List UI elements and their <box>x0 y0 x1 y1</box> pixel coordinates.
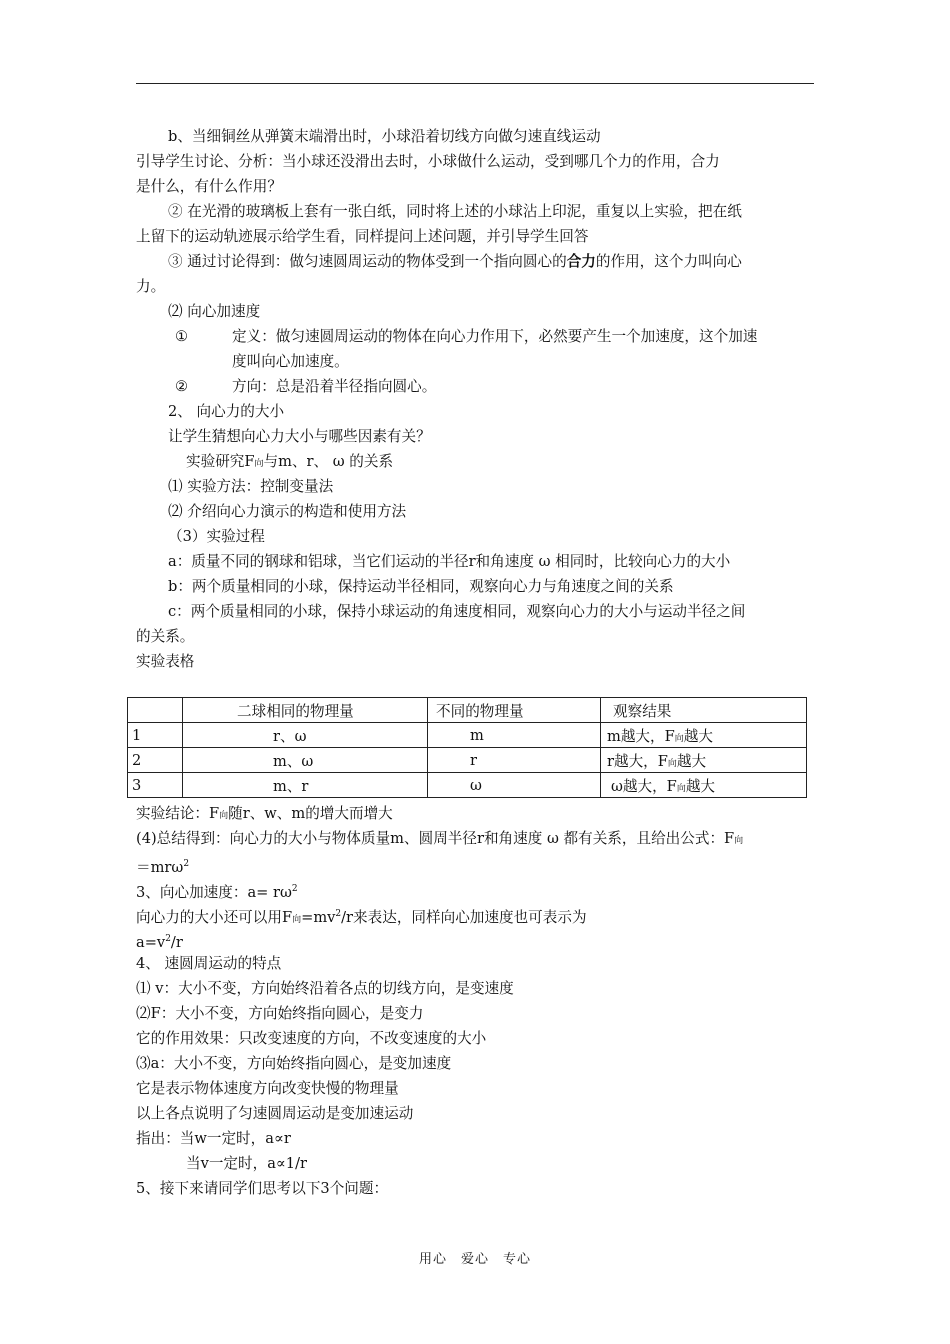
section-heading: 5、接下来请同学们思考以下3个问题： <box>136 1180 389 1197</box>
text-line: 引导学生讨论、分析：当小球还没滑出去时，小球做什么运动，受到哪几个力的作用，合力 <box>136 153 720 170</box>
table-cell-same: m、ω <box>183 748 428 773</box>
table-cell-result: r越大，F向越大 <box>601 748 807 773</box>
text-line: ⑶a：大小不变，方向始终指向圆心，是变加速度 <box>136 1055 452 1072</box>
text-line: 指出：当w一定时，a∝r <box>136 1130 291 1147</box>
text-line: 是什么，有什么作用？ <box>136 178 282 195</box>
section-heading: 4、 速圆周运动的特点 <box>136 955 282 972</box>
section-heading: 2、 向心力的大小 <box>168 403 285 420</box>
page-footer: 用心 爱心 专心 <box>418 1252 531 1267</box>
text-line: 向心力的大小还可以用F向$=mv^2/r$来表达，同样向心加速度也可表示为 <box>136 909 587 926</box>
table-cell-result: ω越大，F向越大 <box>601 773 807 798</box>
text-line: 实验结论：F向随r、w、m的增大而增大 <box>136 805 393 822</box>
text-line: ⑴ v：大小不变，方向始终沿着各点的切线方向，是变速度 <box>136 980 514 997</box>
table-cell-index: 2 <box>128 748 183 773</box>
text-line: 定义：做匀速圆周运动的物体在向心力作用下，必然要产生一个加速度，这个加速 <box>232 328 758 345</box>
text-line: 它的作用效果：只改变速度的方向，不改变速度的大小 <box>136 1030 487 1047</box>
text-line: c：两个质量相同的小球，保持小球运动的角速度相同，观察向心力的大小与运动半径之间 <box>168 603 746 620</box>
table-cell-same: m、r <box>183 773 428 798</box>
text-line: ② 在光滑的玻璃板上套有一张白纸，同时将上述的小球沾上印泥，重复以上实验，把在纸 <box>168 203 742 220</box>
text-line: 它是表示物体速度方向改变快慢的物理量 <box>136 1080 399 1097</box>
table-row <box>128 748 807 773</box>
table-caption: 实验表格 <box>136 653 195 670</box>
text-line: 当v一定时，a∝1/r <box>186 1155 307 1172</box>
table-row <box>128 773 807 798</box>
bold-term: 合力 <box>566 253 596 270</box>
table-cell-diff: ω <box>428 773 601 798</box>
text-line: b、当细铜丝从弹簧末端滑出时，小球沿着切线方向做匀速直线运动 <box>168 128 601 145</box>
text-line: b：两个质量相同的小球，保持运动半径相同，观察向心力与角速度之间的关系 <box>168 578 674 595</box>
table-header-cell: 二球相同的物理量 <box>183 698 428 723</box>
formula-line: $a=v^2/r$ <box>136 934 183 951</box>
text-line: 上留下的运动轨迹展示给学生看，同样提问上述问题，并引导学生回答 <box>136 228 589 245</box>
text-line: ⑴ 实验方法：控制变量法 <box>168 478 334 495</box>
text-line: a：质量不同的钢球和铝球，当它们运动的半径r和角速度 ω 相同时，比较向心力的大小 <box>168 553 731 570</box>
text-line: 实验研究F向与m、r、 ω 的关系 <box>186 453 394 470</box>
formula-line: ＝mrω$^2$ <box>136 859 190 876</box>
table-header-row <box>128 698 807 723</box>
text-line: 让学生猜想向心力大小与哪些因素有关？ <box>168 428 431 445</box>
table-row <box>128 723 807 748</box>
table-cell-same: r、ω <box>183 723 428 748</box>
text-line: ⑵F：大小不变，方向始终指向圆心，是变力 <box>136 1005 424 1022</box>
table-header-cell: 观察结果 <box>601 698 807 723</box>
list-number: ① <box>175 328 189 345</box>
table-header-cell <box>128 698 183 723</box>
text-line: (4)总结得到：向心力的大小与物体质量m、圆周半径r和角速度 ω 都有关系，且给出公式：F向 <box>136 830 744 847</box>
table-cell-diff: m <box>428 723 601 748</box>
table-cell-diff: r <box>428 748 601 773</box>
table-cell-index: 1 <box>128 723 183 748</box>
text-line: （3）实验过程 <box>168 528 265 545</box>
table-cell-result: m越大，F向越大 <box>601 723 807 748</box>
header-rule <box>136 83 814 84</box>
text-line: 的关系。 <box>136 628 195 645</box>
text-line: ③ 通过讨论得到：做匀速圆周运动的物体受到一个指向圆心的合力的作用，这个力叫向心 <box>168 253 742 270</box>
table-cell-index: 3 <box>128 773 183 798</box>
text-line: 以上各点说明了匀速圆周运动是变加速运动 <box>136 1105 414 1122</box>
text-line: 方向：总是沿着半径指向圆心。 <box>232 378 437 395</box>
section-heading: 3、向心加速度：$a= r\omega^2$ <box>136 884 298 901</box>
section-heading: ⑵ 向心加速度 <box>168 303 261 320</box>
experiment-table <box>127 697 807 798</box>
text-line: 力。 <box>136 278 166 295</box>
text-line: 度叫向心加速度。 <box>232 353 349 370</box>
list-number: ② <box>175 378 189 395</box>
table-header-cell: 不同的物理量 <box>428 698 601 723</box>
text-line: ⑵ 介绍向心力演示的构造和使用方法 <box>168 503 407 520</box>
